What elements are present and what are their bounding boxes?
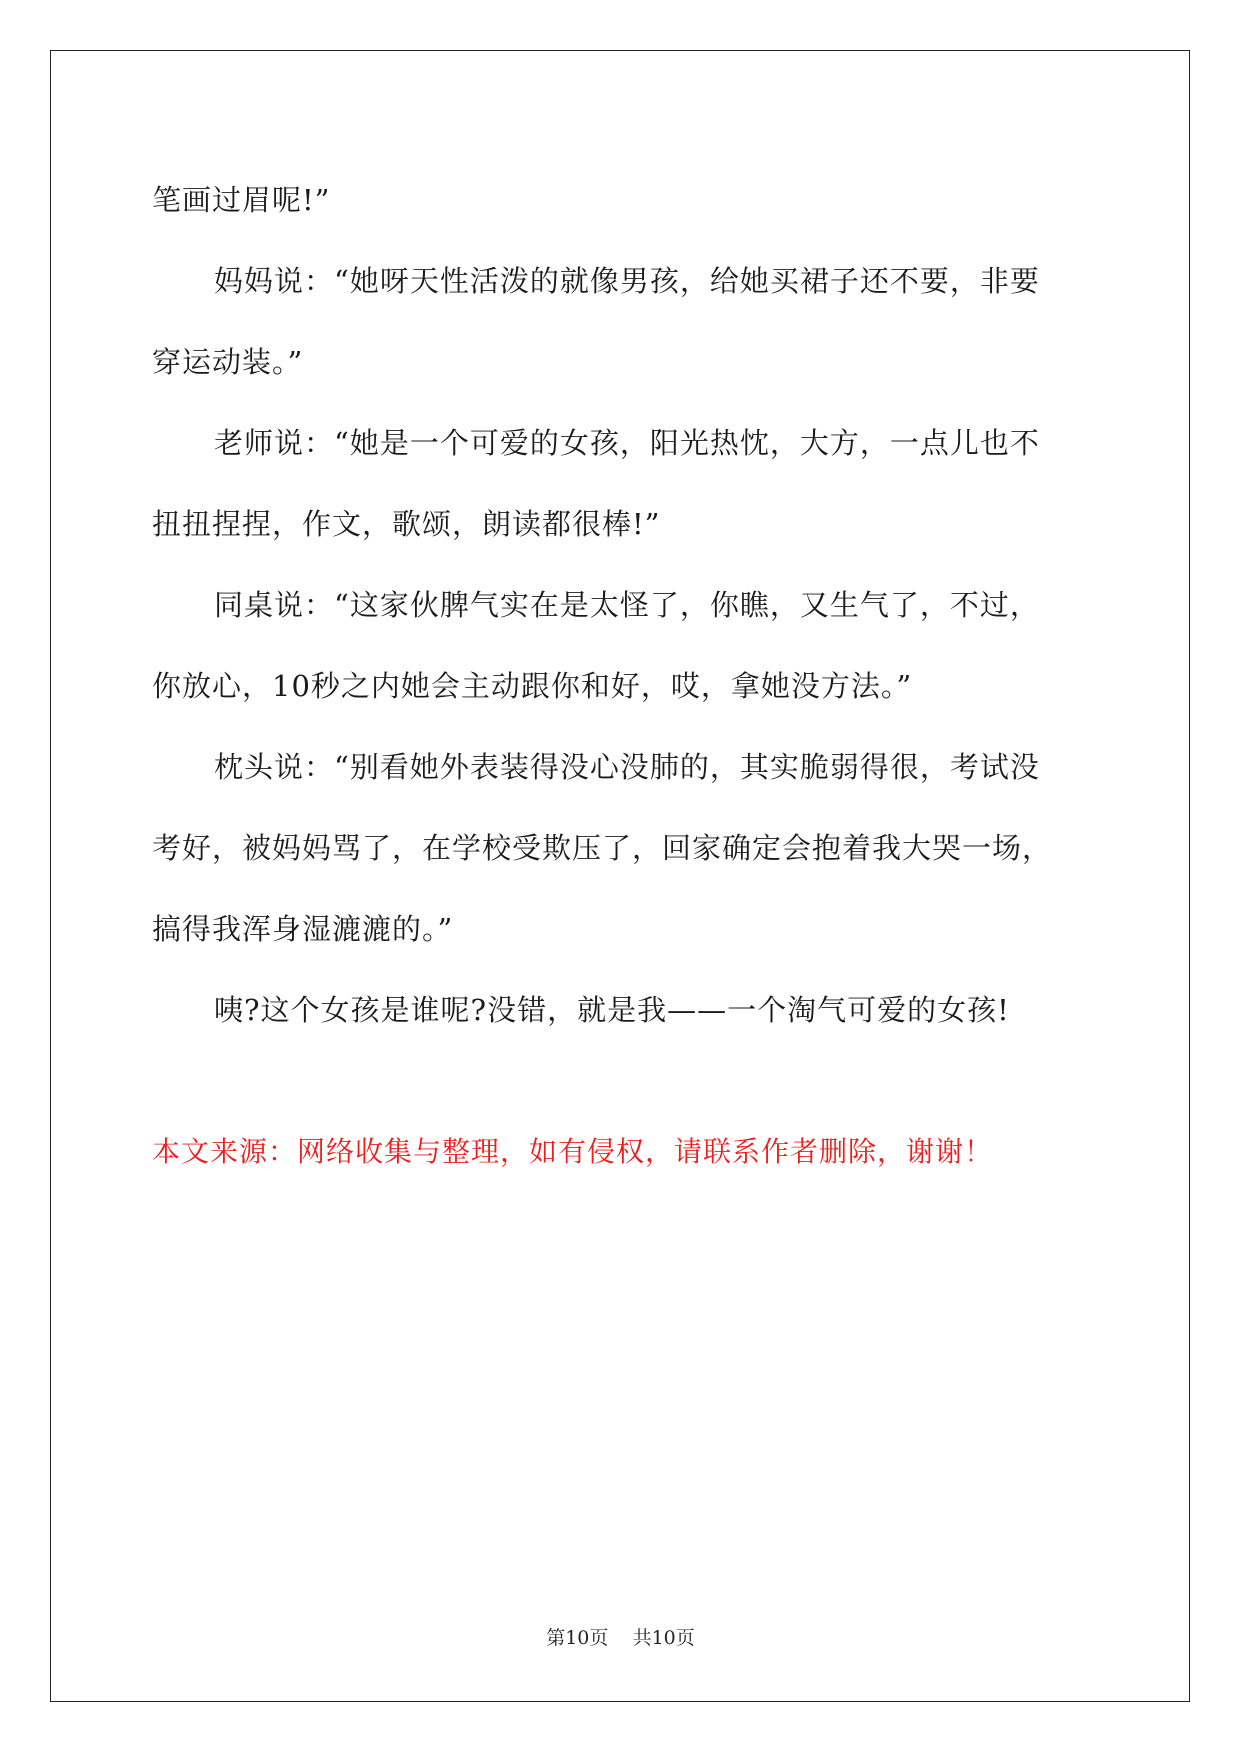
- paragraph-deskmate: 同桌说：“这家伙脾气实在是太怪了，你瞧，又生气了，不过，: [214, 588, 1040, 622]
- paragraph-line: 你放心，10秒之内她会主动跟你和好，哎，拿她没方法。”: [152, 669, 913, 703]
- paragraph-line: 考好，被妈妈骂了，在学校受欺压了，回家确定会抱着我大哭一场，: [152, 831, 1053, 865]
- page-number: 第10页: [546, 1627, 609, 1649]
- paragraph-conclusion: 咦?这个女孩是谁呢?没错，就是我——一个淘气可爱的女孩!: [214, 993, 1010, 1027]
- page-total: 共10页: [632, 1627, 695, 1649]
- paragraph-pillow: 枕头说：“别看她外表装得没心没肺的，其实脆弱得很，考试没: [214, 750, 1040, 784]
- document-body: [152, 160, 1087, 1051]
- source-disclaimer: 本文来源：网络收集与整理，如有侵权，请联系作者删除，谢谢！: [152, 1135, 994, 1168]
- page-footer: [0, 1623, 1241, 1650]
- paragraph-line: 搞得我浑身湿漉漉的。”: [152, 912, 454, 946]
- paragraph-mom: 妈妈说：“她呀天性活泼的就像男孩，给她买裙子还不要，非要: [214, 264, 1040, 298]
- paragraph-teacher: 老师说：“她是一个可爱的女孩，阳光热忱，大方，一点儿也不: [214, 426, 1040, 460]
- paragraph-line: 笔画过眉呢!”: [152, 183, 331, 217]
- paragraph-line: 扭扭捏捏，作文，歌颂，朗读都很棒!”: [152, 507, 661, 541]
- paragraph-line: 穿运动装。”: [152, 345, 304, 379]
